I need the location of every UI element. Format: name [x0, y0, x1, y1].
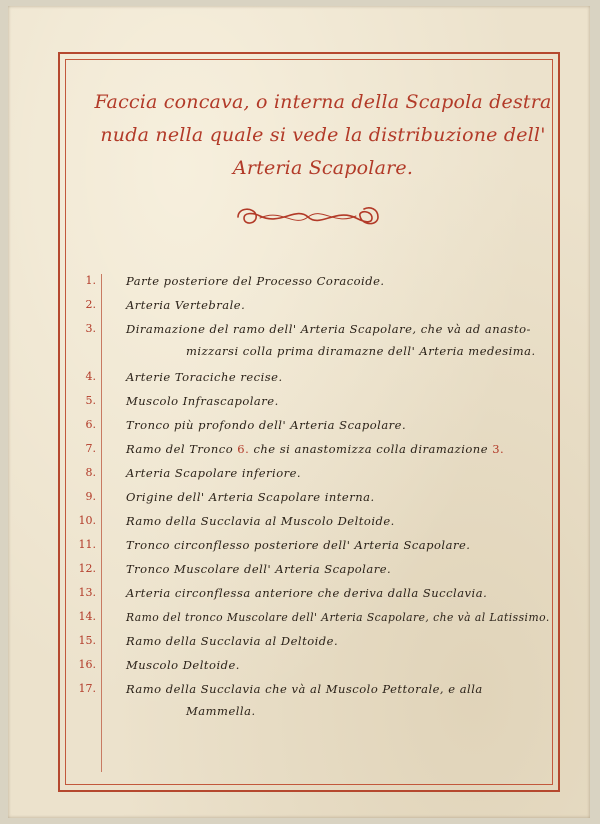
legend-entry: [68, 442, 568, 462]
legend-entry: [68, 490, 568, 510]
entry-text: [126, 442, 504, 456]
legend-entry: [68, 610, 568, 630]
entry-number: 4.: [85, 370, 96, 383]
legend-entry: [68, 538, 568, 558]
legend-entry: [68, 394, 568, 414]
entry-number: 16.: [78, 658, 96, 671]
entry-text: Arteria circonflessa anteriore che deriva dalla Succlavia.: [126, 586, 488, 600]
legend-entry: [68, 658, 568, 678]
legend-entry: [68, 634, 568, 654]
entry-number: 5.: [85, 394, 96, 407]
legend-entry: [68, 418, 568, 438]
page-title: Faccia concava, o interna della Scapola destra nuda nella quale si vede la distribuzione dell' Arteria Scapolare.: [94, 91, 552, 179]
entry-text: Ramo della Succlavia al Deltoide.: [126, 634, 339, 648]
entry-number: 1.: [85, 274, 96, 287]
legend-entry: [68, 322, 568, 358]
entry-number: 15.: [78, 634, 96, 647]
entry-text: Arterie Toraciche recise.: [126, 370, 283, 384]
entry-text: Origine dell' Arteria Scapolare interna.: [126, 490, 375, 504]
legend-entry: [68, 370, 568, 390]
entry-number: 17.: [78, 682, 96, 695]
entry-text: Ramo della Succlavia al Muscolo Deltoide.: [126, 514, 395, 528]
entry-text: Tronco circonflesso posteriore dell' Arteria Scapolare.: [126, 538, 471, 552]
entry-number: 3.: [85, 322, 96, 335]
entry-text: Tronco Muscolare dell' Arteria Scapolare.: [126, 562, 392, 576]
entry-continuation: mizzarsi colla prima diramazne dell' Arteria medesima.: [186, 344, 536, 358]
entry-text: Muscolo Infrascapolare.: [126, 394, 279, 408]
entry-text: Ramo del tronco Muscolare dell' Arteria Scapolare, che và al Latissimo.: [126, 610, 550, 624]
legend-entry: [68, 562, 568, 582]
entry-text: Ramo della Succlavia che và al Muscolo Pettorale, e alla: [126, 682, 483, 696]
legend-entry: [68, 298, 568, 318]
entry-number: 10.: [78, 514, 96, 527]
entry-reference-number: 6.: [237, 442, 250, 456]
legend-entry: [68, 586, 568, 606]
entry-number: 6.: [85, 418, 96, 431]
entry-text-part: Ramo del Tronco: [126, 442, 234, 456]
entry-text: Diramazione del ramo dell' Arteria Scapolare, che và ad anasto-: [126, 322, 531, 336]
entry-number: 12.: [78, 562, 96, 575]
entry-text: Tronco più profondo dell' Arteria Scapolare.: [126, 418, 407, 432]
legend-entry: [68, 514, 568, 534]
entry-text: Parte posteriore del Processo Coracoide.: [126, 274, 385, 288]
entry-text-part: che si anastomizza colla diramazione: [253, 442, 489, 456]
entry-number: 2.: [85, 298, 96, 311]
entry-text: Muscolo Deltoide.: [126, 658, 240, 672]
legend-entry: [68, 682, 568, 718]
entry-number: 9.: [85, 490, 96, 503]
entry-text: Arteria Vertebrale.: [126, 298, 246, 312]
entry-reference-number: 3.: [492, 442, 505, 456]
entry-number: 7.: [85, 442, 96, 455]
entry-number: 13.: [78, 586, 96, 599]
legend-entry: [68, 466, 568, 486]
entry-continuation: Mammella.: [186, 704, 256, 718]
entry-number: 14.: [78, 610, 96, 623]
manuscript-page: [8, 6, 590, 818]
entry-number: 8.: [85, 466, 96, 479]
legend-entry: [68, 274, 568, 294]
calligraphic-flourish-icon: [230, 202, 386, 232]
entry-number: 11.: [78, 538, 96, 551]
entry-text: Arteria Scapolare inferiore.: [126, 466, 302, 480]
